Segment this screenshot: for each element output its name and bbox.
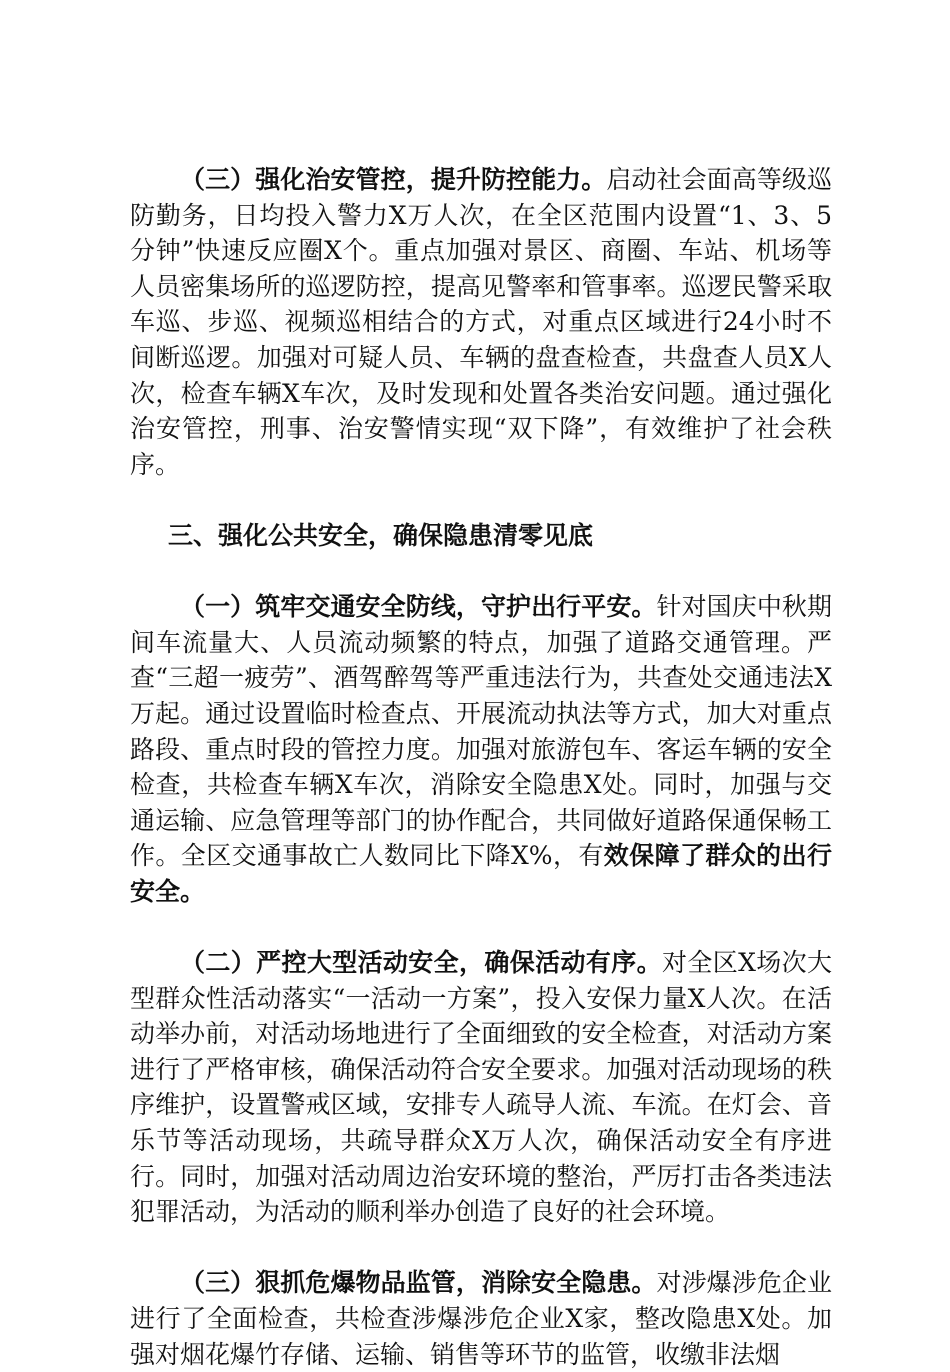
paragraph-large-events [130, 945, 832, 1230]
paragraph-heading: （一）筑牢交通安全防线，守护出行平安。 [180, 592, 657, 622]
paragraph-spacer [130, 1230, 832, 1266]
paragraph-heading: （三）强化治安管控，提升防控能力。 [180, 165, 607, 194]
paragraph-heading: （二）严控大型活动安全，确保活动有序。 [180, 948, 662, 978]
section-title: 三、强化公共安全，确保隐患清零见底 [168, 520, 594, 550]
paragraph-spacer [130, 909, 832, 945]
paragraph-spacer [130, 482, 832, 518]
document-body [130, 162, 832, 1372]
paragraph-text: 对全区X场次大型群众性活动落实“一活动一方案”，投入安保力量X人次。在活动举办前，对活动场地进行了全面细致的安全检查，对活动方案进行了严格审核，确保活动符合安全要求。加强对活动现场的秩序维护，设置警戒区域，安排专人疏导人流、车流。在灯会、音乐节等活动现场，共疏导群众X万人次，确保活动安全有序进行。同时，加强对活动周边治安环境的整治，严厉打击各类违法犯罪活动，为活动的顺利举办创造了良好的社会环境。 [130, 948, 832, 1227]
paragraph-text: 针对国庆中秋期间车流量大、人员流动频繁的特点，加强了道路交通管理。严查“三超一疲劳”、酒驾醉驾等严重违法行为，共查处交通违法X万起。通过设置临时检查点、开展流动执法等方式，加大对重点路段、重点时段的管控力度。加强对旅游包车、客运车辆的安全检查，共检查车辆X车次，消除安全隐患X处。同时，加强与交通运输、应急管理等部门的协作配合，共同做好道路保通保畅工作。全区交通事故亡人数同比下降X%，有 [130, 592, 832, 871]
paragraph-text: 启动社会面高等级巡防勤务，日均投入警力X万人次，在全区范围内设置“1、3、5分钟”快速反应圈X个。重点加强对景区、商圈、车站、机场等人员密集场所的巡逻防控，提高见警率和管事率。巡逻民警采取车巡、步巡、视频巡相结合的方式，对重点区域进行24小时不间断巡逻。加强对可疑人员、车辆的盘查检查，共盘查人员X人次，检查车辆X车次，及时发现和处置各类治安问题。通过强化治安管控，刑事、治安警情实现“双下降”，有效维护了社会秩序。 [130, 165, 832, 479]
paragraph-text: 对涉爆涉危企业进行了全面检查，共检查涉爆涉危企业X家，整改隐患X处。加强对烟花爆竹存储、运输、销售等环节的监管，收缴非法烟 [130, 1268, 832, 1369]
paragraph-traffic-safety [130, 589, 832, 909]
paragraph-trailing-bold: 效保障了群众的出行安全。 [130, 841, 832, 906]
paragraph-spacer [130, 554, 832, 590]
paragraph-public-order-control [130, 162, 832, 482]
paragraph-heading: （三）狠抓危爆物品监管，消除安全隐患。 [180, 1268, 657, 1298]
paragraph-hazardous-materials [130, 1265, 832, 1372]
